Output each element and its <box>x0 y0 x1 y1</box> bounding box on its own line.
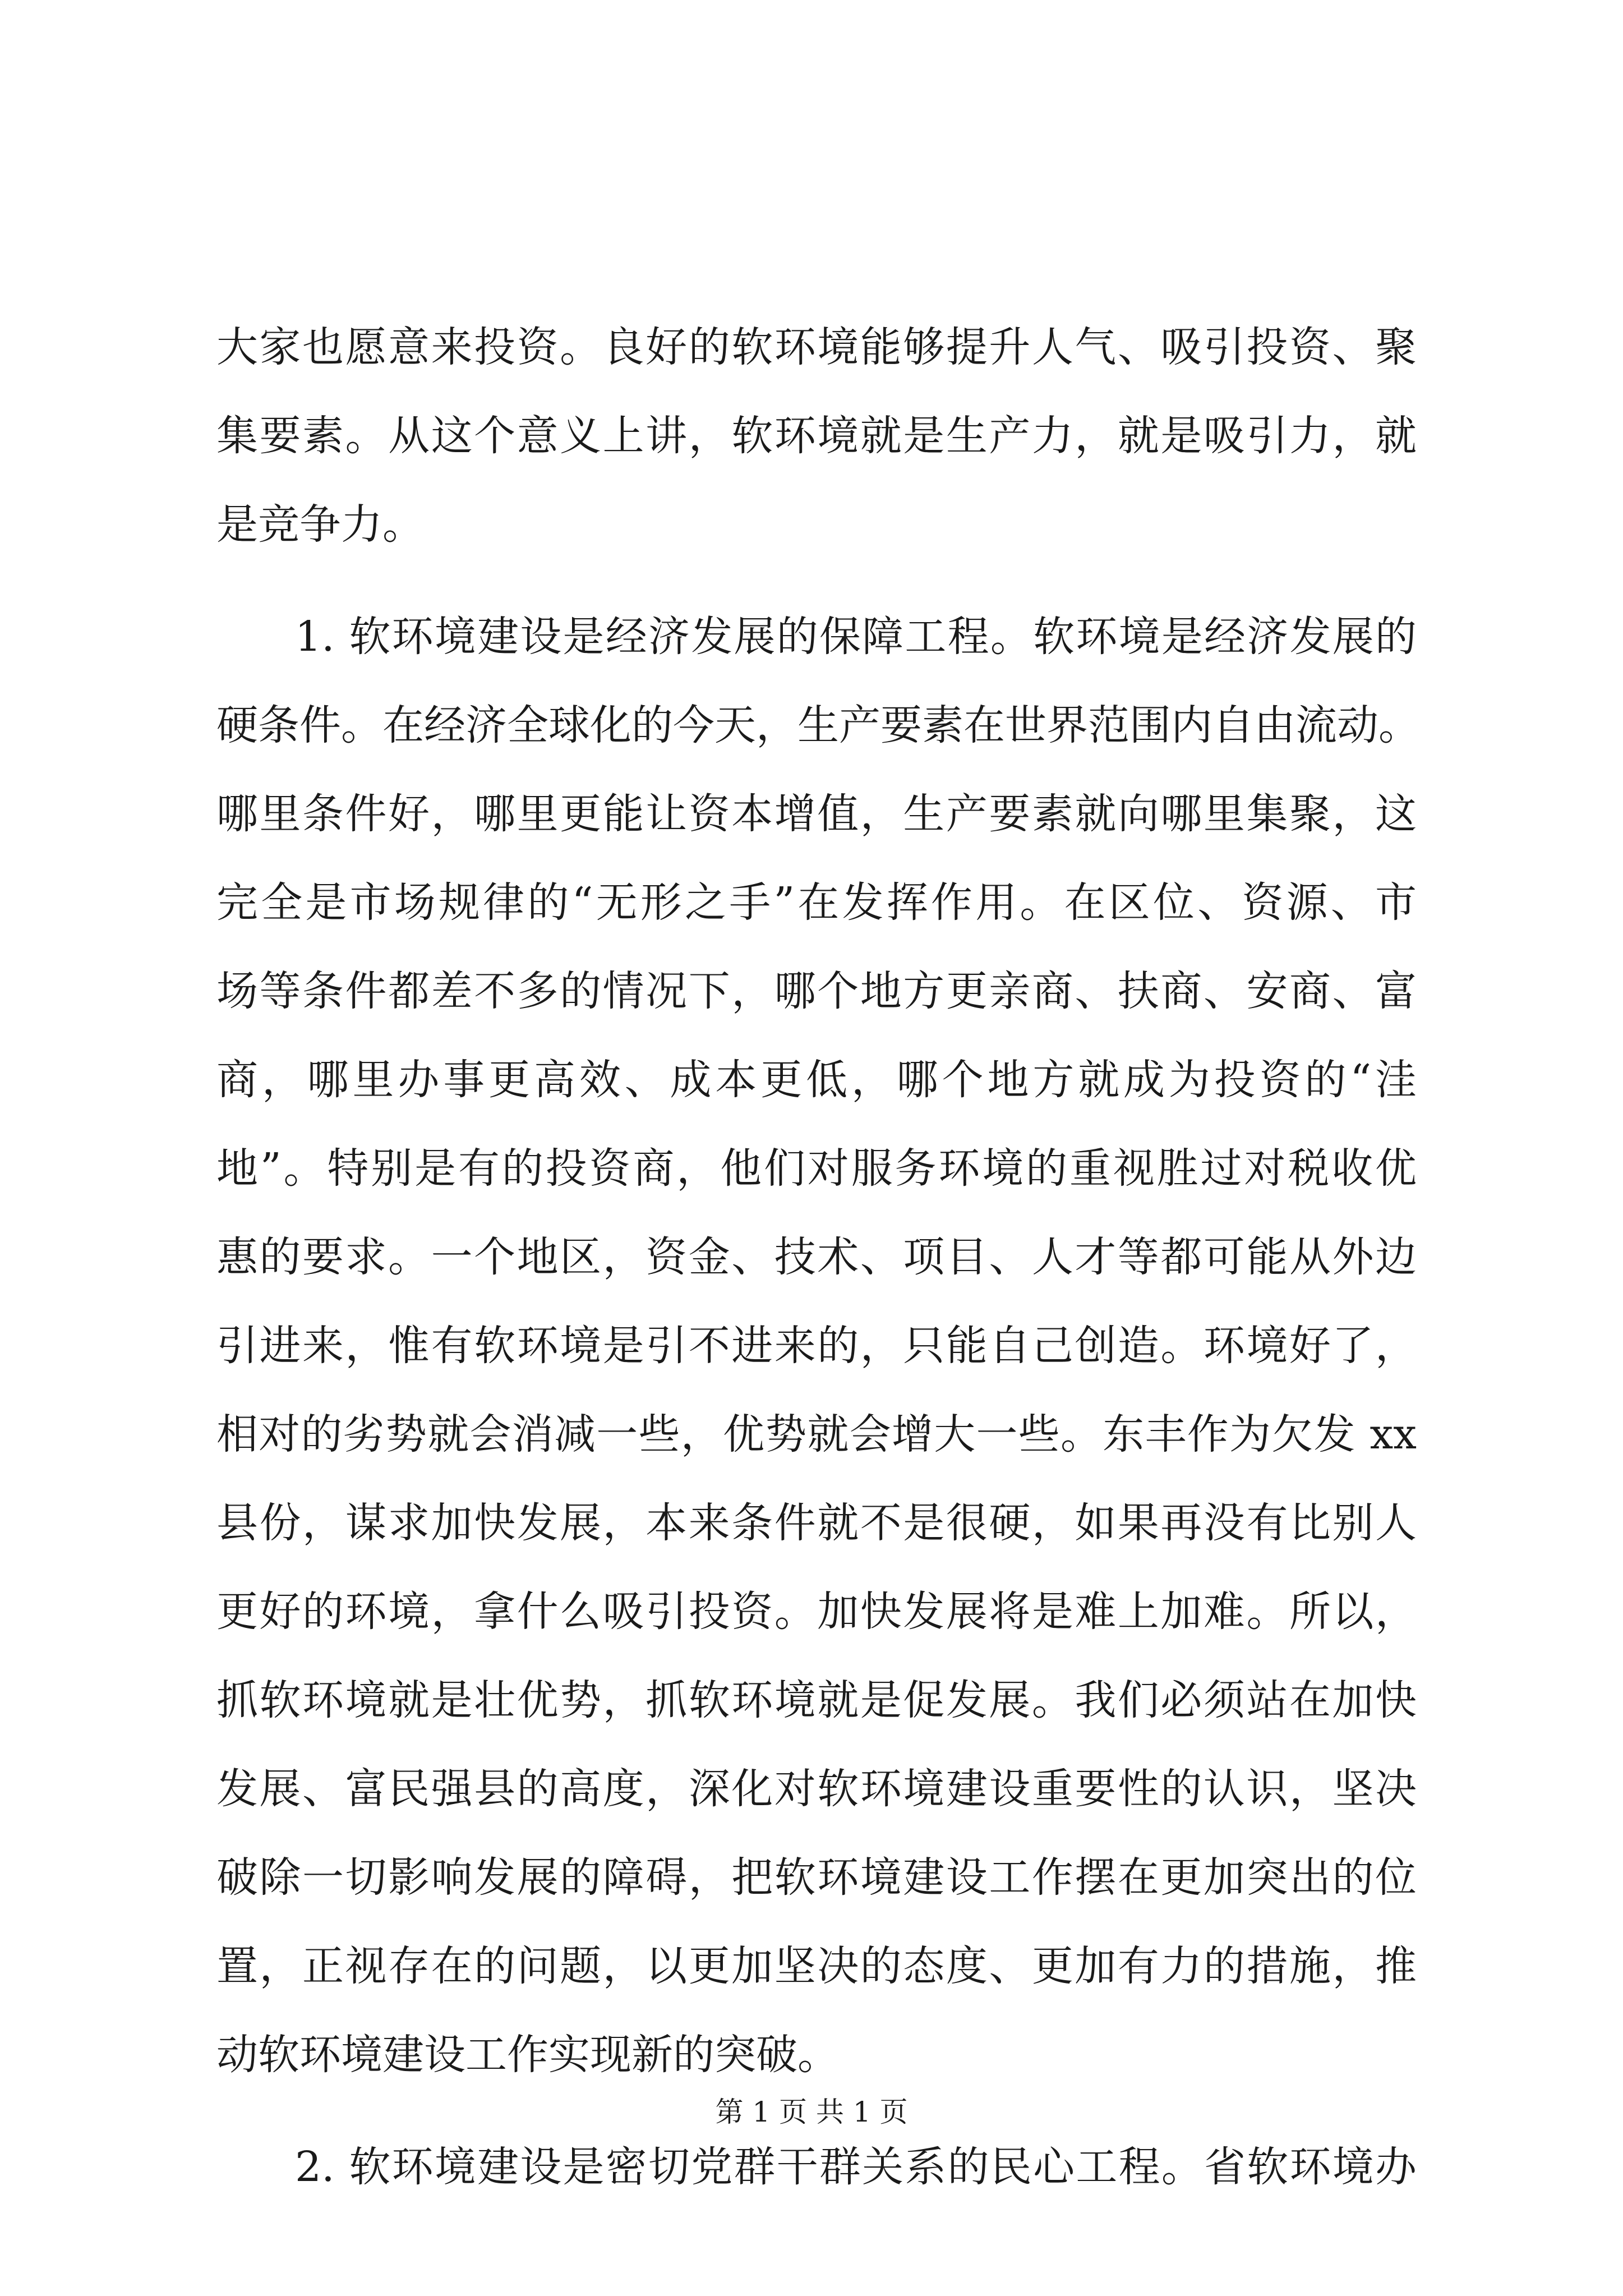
text-line: 哪里条件好，哪里更能让资本增值，生产要素就向哪里集聚，这 <box>216 790 1417 838</box>
text-line: 是竞争力。 <box>216 500 424 549</box>
text-line: 1. 软环境建设是经济发展的保障工程。软环境是经济发展的 <box>295 613 1417 661</box>
text-line: 硬条件。在经济全球化的今天，生产要素在世界范围内自由流动。 <box>216 701 1420 749</box>
paragraph <box>216 303 1417 569</box>
text-line: 动软环境建设工作实现新的突破。 <box>216 2031 839 2079</box>
text-line: 发展、富民强县的高度，深化对软环境建设重要性的认识，坚决 <box>216 1765 1417 1813</box>
text-line: 置，正视存在的问题，以更加坚决的态度、更加有力的措施，推 <box>216 1942 1417 1990</box>
text-line: 完全是市场规律的“无形之手”在发挥作用。在区位、资源、市 <box>216 878 1417 927</box>
page-footer: 第 1 页 共 1 页 <box>715 2096 908 2128</box>
text-line: 抓软环境就是壮优势，抓软环境就是促发展。我们必须站在加快 <box>216 1676 1417 1724</box>
text-line: 2. 软环境建设是密切党群干群关系的民心工程。省软环境办 <box>295 2143 1417 2191</box>
text-line: 商，哪里办事更高效、成本更低，哪个地方就成为投资的“洼 <box>216 1056 1417 1104</box>
text-line: 相对的劣势就会消减一些，优势就会增大一些。东丰作为欠发 xx <box>216 1410 1417 1458</box>
text-line: 引进来，惟有软环境是引不进来的，只能自己创造。环境好了， <box>216 1322 1417 1370</box>
paragraph-gap <box>216 569 1417 592</box>
paragraph <box>216 2123 1417 2211</box>
text-line: 破除一切影响发展的障碍，把软环境建设工作摆在更加突出的位 <box>216 1853 1417 1902</box>
document-body <box>216 303 1420 2211</box>
paragraph <box>216 592 1420 2099</box>
text-line: 大家也愿意来投资。良好的软环境能够提升人气、吸引投资、聚 <box>216 323 1417 371</box>
text-line: 场等条件都差不多的情况下，哪个地方更亲商、扶商、安商、富 <box>216 967 1417 1015</box>
text-line: 更好的环境，拿什么吸引投资。加快发展将是难上加难。所以， <box>216 1588 1417 1636</box>
text-line: 惠的要求。一个地区，资金、技术、项目、人才等都可能从外边 <box>216 1233 1417 1281</box>
text-line: 集要素。从这个意义上讲，软环境就是生产力，就是吸引力，就 <box>216 412 1417 460</box>
text-line: 县份，谋求加快发展，本来条件就不是很硬，如果再没有比别人 <box>216 1499 1417 1547</box>
text-line: 地”。特别是有的投资商，他们对服务环境的重视胜过对税收优 <box>216 1144 1417 1193</box>
